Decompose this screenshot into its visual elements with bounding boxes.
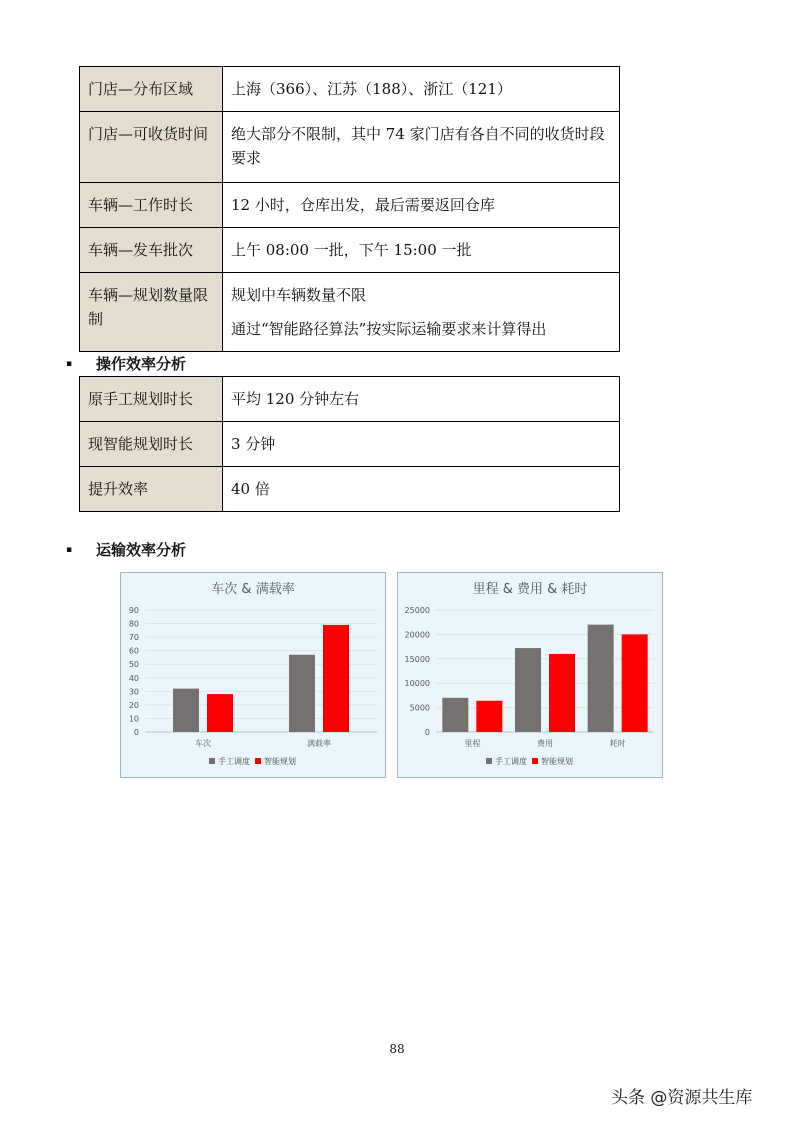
bar-smart [323,625,349,732]
table-row [80,467,620,512]
page-number: 88 [389,1042,405,1056]
table-row [80,183,620,228]
section-heading-transport [66,539,186,560]
row-value: 12 小时，仓库出发，最后需要返回仓库 [223,183,620,228]
section-heading-operation [66,353,186,374]
table-row [80,228,620,273]
row-key: 门店—分布区域 [80,67,223,112]
table-row [80,112,620,183]
chart-mileage-cost-time [397,572,663,778]
table-row [80,422,620,467]
legend-swatch [532,758,538,764]
bar-smart [549,654,575,732]
y-tick-label: 50 [128,660,139,670]
y-tick-label: 20 [128,700,139,710]
chart-svg [398,573,662,777]
y-tick-label: 15000 [404,654,430,664]
x-tick-label: 车次 [195,739,211,748]
table-row [80,273,620,352]
row-key: 车辆—工作时长 [80,183,223,228]
y-tick-label: 10 [128,714,139,724]
row-key: 原手工规划时长 [80,377,223,422]
row-key: 门店—可收货时间 [80,112,223,183]
chart-title: 车次 & 满载率 [211,582,295,597]
table-row [80,67,620,112]
row-value: 3 分钟 [223,422,620,467]
chart-title: 里程 & 费用 & 耗时 [472,582,588,597]
row-value: 平均 120 分钟左右 [223,377,620,422]
efficiency-table [79,376,620,512]
legend-swatch [209,758,215,764]
row-value: 规划中车辆数量不限 通过“智能路径算法”按实际运输要求来计算得出 [223,273,620,352]
row-key: 现智能规划时长 [80,422,223,467]
chart-svg [121,573,385,777]
bullet-icon: ▪ [66,358,73,369]
bar-manual [515,648,541,732]
chart-trips-load [120,572,386,778]
row-key: 车辆—发车批次 [80,228,223,273]
legend-label: 智能规划 [541,757,573,766]
y-tick-label: 90 [128,606,139,615]
row-key: 车辆—规划数量限制 [80,273,223,352]
y-tick-label: 25000 [404,606,430,615]
legend-swatch [486,758,492,764]
row-value: 绝大部分不限制，其中 74 家门店有各自不同的收货时段要求 [223,112,620,183]
y-tick-label: 0 [133,728,139,737]
bar-smart [207,694,233,732]
y-tick-label: 70 [128,633,139,643]
bar-manual [442,698,468,732]
legend-swatch [255,758,261,764]
y-tick-label: 10000 [404,679,430,689]
y-tick-label: 20000 [404,630,430,640]
section-title: 运输效率分析 [96,541,187,559]
x-tick-label: 耗时 [609,739,626,748]
legend-label: 智能规划 [264,757,296,766]
y-tick-label: 60 [128,646,139,656]
table-row [80,377,620,422]
row-key: 提升效率 [80,467,223,512]
watermark: 头条 @资源共生库 [611,1088,753,1108]
x-tick-label: 满载率 [307,739,331,748]
bar-manual [588,625,614,732]
y-tick-label: 5000 [409,703,430,713]
row-value: 上海（366）、江苏（188）、浙江（121） [223,67,620,112]
bar-manual [289,655,315,732]
bar-smart [622,634,648,732]
y-tick-label: 40 [128,673,139,683]
y-tick-label: 80 [128,619,139,629]
x-tick-label: 里程 [464,739,481,748]
legend-label: 手工调度 [495,757,527,766]
row-value: 上午 08:00 一批，下午 15:00 一批 [223,228,620,273]
bullet-icon: ▪ [66,544,73,555]
legend-label: 手工调度 [218,757,250,766]
y-tick-label: 30 [128,687,139,697]
row-value: 40 倍 [223,467,620,512]
store-vehicle-table [79,66,620,352]
y-tick-label: 0 [424,728,430,737]
x-tick-label: 费用 [537,739,553,748]
bar-smart [476,701,502,732]
bar-manual [173,689,199,732]
section-title: 操作效率分析 [96,355,187,373]
